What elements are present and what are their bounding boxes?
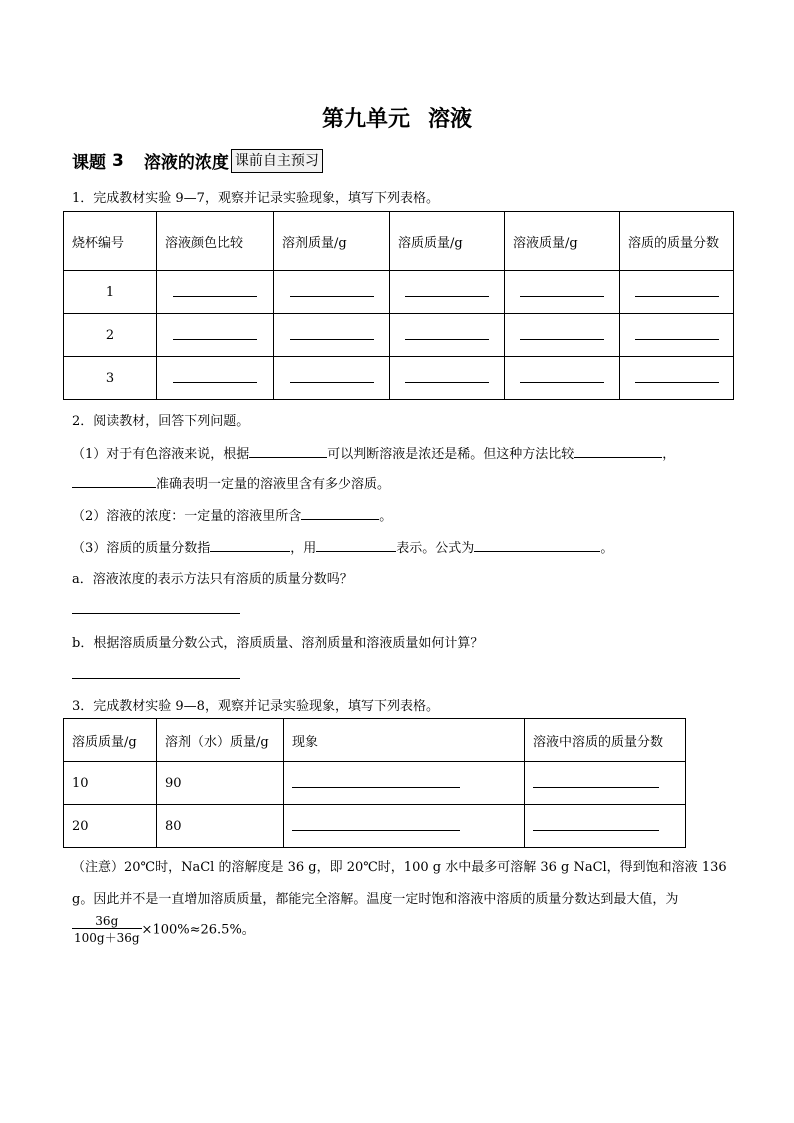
fraction-numerator: 36g [72,914,142,929]
solute-mass: 20 [64,805,157,848]
answer-blank [520,327,604,340]
answer-blank [520,284,604,297]
table-2-header-row [64,719,686,762]
q2-p2-text-b: 。 [379,509,393,524]
q2-p2-text-a: （2）溶液的浓度：一定量的溶液里所含 [72,509,302,524]
unit-title [0,102,794,133]
table-row [64,762,686,805]
fill-blank[interactable] [249,445,327,458]
question-2-part-1 [72,443,675,462]
q2-p3-text-b: ，用 [290,541,317,556]
answer-cell[interactable] [390,357,505,400]
answer-cell[interactable] [505,271,620,314]
solvent-mass: 80 [157,805,284,848]
question-2b: b．根据溶质质量分数公式，溶质质量、溶剂质量和溶液质量如何计算？ [72,636,484,651]
table-row [64,271,734,314]
q2-p1-text-b: 可以判断溶液是浓还是稀。但这种方法比较 [327,447,575,462]
experiment-table-2 [63,718,686,848]
answer-cell[interactable] [274,357,390,400]
beaker-number: 2 [64,314,157,357]
answer-blank [292,818,460,831]
table-1-header: 溶质质量/g [390,212,505,271]
solvent-mass: 90 [157,762,284,805]
answer-blank [533,775,659,788]
answer-cell[interactable] [390,271,505,314]
table-1-header: 溶剂质量/g [274,212,390,271]
unit-title-part2: 溶液 [428,107,473,132]
answer-blank [292,775,460,788]
answer-blank [635,370,719,383]
table-1-header: 烧杯编号 [64,212,157,271]
note-line-2: g。因此并不是一直增加溶质质量，都能完全溶解。温度一定时饱和溶液中溶质的质量分数达到最大值，为 [72,892,679,907]
q2-p1-text-d: 准确表明一定量的溶液里含有多少溶质。 [156,477,391,492]
beaker-number: 3 [64,357,157,400]
answer-blank [405,370,489,383]
answer-cell[interactable] [505,314,620,357]
fill-blank[interactable] [474,539,600,552]
answer-blank [290,327,374,340]
answer-cell[interactable] [274,271,390,314]
question-2-part-3 [72,537,613,556]
question-3-text: 3．完成教材实验 9—8，观察并记录实验现象，填写下列表格。 [72,699,439,714]
solute-mass: 10 [64,762,157,805]
answer-cell[interactable] [284,805,525,848]
answer-cell[interactable] [157,271,274,314]
q2-p3-text-d: 。 [600,541,614,556]
answer-cell[interactable] [505,357,620,400]
table-2-header: 溶剂（水）质量/g [157,719,284,762]
answer-cell[interactable] [157,314,274,357]
answer-blank [405,327,489,340]
experiment-table-1 [63,211,734,400]
fill-blank[interactable] [316,539,396,552]
answer-cell[interactable] [274,314,390,357]
answer-cell[interactable] [284,762,525,805]
answer-blank [635,284,719,297]
fraction [72,914,142,946]
question-2-part-1-continued [72,473,390,492]
preview-badge: 课前自主预习 [231,149,323,173]
q2-p1-text-c: ， [662,447,676,462]
answer-blank [635,327,719,340]
table-2-header: 溶液中溶质的质量分数 [525,719,686,762]
table-1-header-row [64,212,734,271]
q2-p3-text-a: （3）溶质的质量分数指 [72,541,211,556]
fill-blank[interactable] [210,539,290,552]
table-1-header: 溶液颜色比较 [157,212,274,271]
answer-blank [405,284,489,297]
answer-cell[interactable] [620,314,734,357]
note-line-1: （注意）20℃时，NaCl 的溶解度是 36 g，即 20℃时，100 g 水中最多可溶解 36 g NaCl，得到饱和溶液 136 [72,860,727,875]
answer-line-a[interactable] [72,613,240,614]
question-2-text: 2．阅读教材，回答下列问题。 [72,414,250,429]
answer-line-b[interactable] [72,678,240,679]
answer-blank [173,370,257,383]
table-row [64,357,734,400]
lesson-number: 3 [112,150,124,171]
table-1-header: 溶液质量/g [505,212,620,271]
answer-blank [173,284,257,297]
question-2a: a．溶液浓度的表示方法只有溶质的质量分数吗？ [72,572,353,587]
lesson-label: 课题 [72,153,106,173]
answer-cell[interactable] [620,357,734,400]
answer-blank [290,284,374,297]
table-row [64,805,686,848]
answer-blank [290,370,374,383]
lesson-name: 溶液的浓度 [143,153,229,173]
formula-end: 。 [241,922,255,938]
answer-blank [533,818,659,831]
question-2-part-2 [72,505,392,524]
answer-blank [520,370,604,383]
question-1-text: 1．完成教材实验 9—7，观察并记录实验现象，填写下列表格。 [72,191,439,206]
fill-blank[interactable] [72,475,156,488]
note-formula [72,914,255,946]
answer-cell[interactable] [157,357,274,400]
answer-cell[interactable] [525,762,686,805]
formula-result: ×100%≈26.5% [141,922,242,938]
table-row [64,314,734,357]
answer-cell[interactable] [620,271,734,314]
answer-cell[interactable] [390,314,505,357]
table-2-header: 溶质质量/g [64,719,157,762]
beaker-number: 1 [64,271,157,314]
fill-blank[interactable] [301,507,379,520]
fill-blank[interactable] [574,445,662,458]
answer-blank [173,327,257,340]
unit-title-part1: 第九单元 [321,107,410,132]
lesson-heading [72,148,323,173]
fraction-denominator: 100g＋36g [74,931,140,945]
table-1-header: 溶质的质量分数 [620,212,734,271]
q2-p1-text-a: （1）对于有色溶液来说，根据 [72,447,250,462]
table-2-header: 现象 [284,719,525,762]
answer-cell[interactable] [525,805,686,848]
q2-p3-text-c: 表示。公式为 [396,541,475,556]
